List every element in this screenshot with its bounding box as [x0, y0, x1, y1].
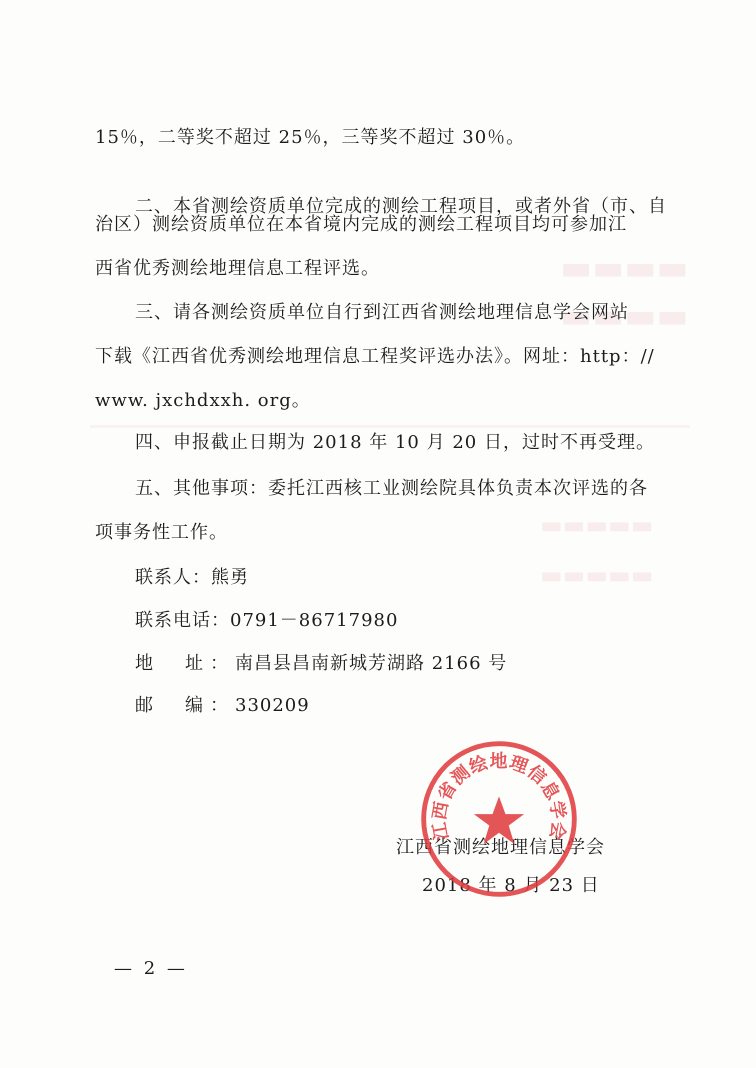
- bleed-through-mark: ▬▬▬▬▬: [540, 560, 654, 589]
- contact-postcode-label: 邮 编：: [135, 695, 235, 716]
- page-number: — 2 —: [114, 958, 188, 979]
- body-line: 四、申报截止日期为 2018 年 10 月 20 日，过时不再受理。: [135, 432, 655, 453]
- body-line: 项事务性工作。: [95, 522, 228, 543]
- bleed-through-rule: [90, 425, 690, 428]
- body-line: 三、请各测绘资质单位自行到江西省测绘地理信息学会网站: [135, 302, 629, 323]
- contact-address-label: 地 址：: [135, 653, 235, 674]
- contact-person-label: 联系人：: [135, 567, 211, 588]
- bleed-through-mark: ▬▬▬▬: [560, 248, 689, 288]
- official-seal-stamp: [418, 738, 580, 900]
- body-line: 五、其他事项：委托江西核工业测绘院具体负责本次评选的各: [135, 478, 648, 499]
- body-line: www. jxchdxxh. org。: [95, 390, 311, 411]
- contact-address: [135, 652, 507, 676]
- body-line: 治区）测绘资质单位在本省境内完成的测绘工程项目均可参加江: [95, 214, 627, 235]
- contact-postcode: [135, 694, 310, 718]
- body-line: 西省优秀测绘地理信息工程评选。: [95, 258, 380, 279]
- contact-phone-value: 0791－86717980: [230, 610, 399, 631]
- contact-address-value: 南昌县昌南新城芳湖路 2166 号: [235, 653, 508, 674]
- contact-postcode-value: 330209: [235, 695, 310, 716]
- contact-person: [135, 566, 249, 590]
- contact-person-value: 熊勇: [211, 567, 249, 588]
- signing-organization: 江西省测绘地理信息学会: [396, 837, 605, 858]
- body-line: 15％，二等奖不超过 25％，三等奖不超过 30％。: [95, 127, 526, 148]
- contact-phone-label: 联系电话：: [135, 610, 230, 631]
- body-line: 二、本省测绘资质单位完成的测绘工程项目，或者外省（市、自: [135, 196, 667, 217]
- seal-text: 江西省测绘地理信息学会: [428, 751, 570, 842]
- contact-phone: [135, 609, 398, 633]
- bleed-through-mark: ▬▬▬▬: [560, 296, 689, 336]
- signing-date: 2018 年 8 月 23 日: [422, 875, 600, 896]
- body-line: 下载《江西省优秀测绘地理信息工程奖评选办法》。网址：http：//: [95, 346, 655, 367]
- bleed-through-mark: ▬▬▬▬▬: [540, 510, 654, 539]
